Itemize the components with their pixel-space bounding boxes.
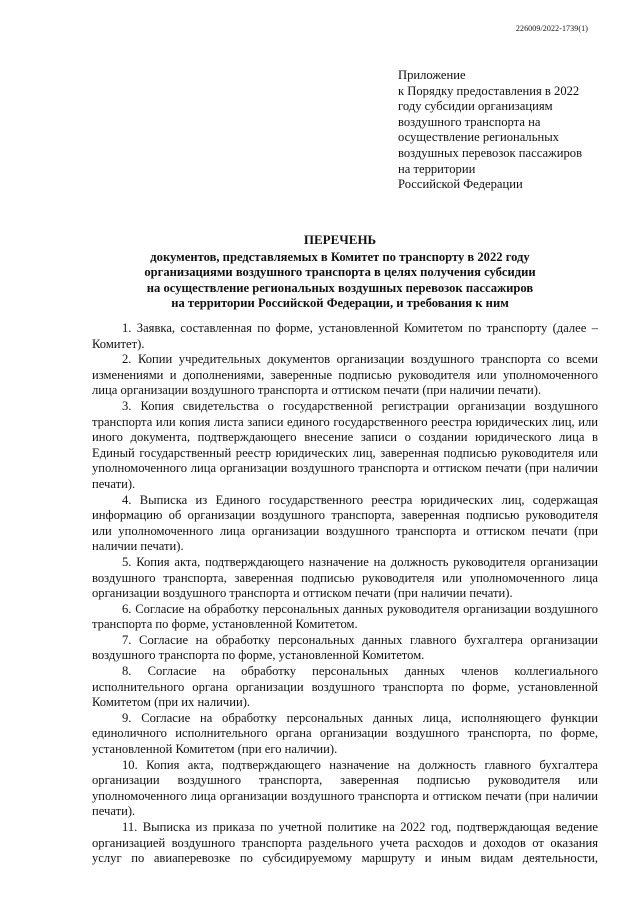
document-body — [92, 321, 598, 867]
list-item-9: 9. Согласие на обработку персональных данных лица, исполняющего функции единоличного исполнительного органа организации воздушного транспорта, по форме, установленной Комитетом (при его наличии). — [92, 710, 598, 757]
list-item-10: 10. Копия акта, подтверждающего назначение на должность главного бухгалтера организации воздушного транспорта, заверенная подписью руководителя или уполномоченного лица организации воздушного транспорта и оттиском печати (при наличии печати). — [92, 757, 598, 819]
appendix-line: к Порядку предоставления в 2022 — [398, 83, 580, 98]
subtitle-line: на территории Российской Федерации, и требования к ним — [171, 296, 509, 311]
document-title-block — [60, 232, 620, 312]
document-id: 226009/2022-1739(1) — [515, 24, 588, 33]
list-item-11: 11. Выписка из приказа по учетной политике на 2022 год, подтверждающая ведение организацией воздушного транспорта раздельного учета расходов и доходов от оказания услуг по авиаперевозке по субсидируемому маршруту и иным видам деятельности, — [92, 820, 598, 866]
list-item-3: 3. Копия свидетельства о государственной регистрации организации воздушного транспорта или копия листа записи единого государственного реестра юридических лиц, или иного документа, подтверждающего внесение записи о создании юридического лица в Единый государственный реестр юридических лиц, заверенная подписью руководителя или уполномоченного лица организации воздушного транспорта и оттиском печати (при наличии печати). — [92, 398, 598, 491]
subtitle-line: документов, представляемых в Комитет по транспорту в 2022 году — [150, 250, 530, 264]
appendix-line: Приложение — [398, 68, 466, 82]
appendix-line: году субсидии организациям — [398, 99, 553, 114]
document-title: ПЕРЕЧЕНЬ — [303, 232, 377, 247]
list-item-2: 2. Копии учредительных документов организации воздушного транспорта со всеми изменениями и дополнениями, заверенные подписью руководителя или уполномоченного лица организации воздушного транспорта и оттиском печати (при наличии печати). — [92, 352, 598, 398]
list-item-7: 7. Согласие на обработку персональных данных главного бухгалтера организации воздушного транспорта по форме, установленной Комитетом. — [92, 632, 598, 663]
document-subtitle — [60, 250, 620, 312]
list-item-6: 6. Согласие на обработку персональных данных руководителя организации воздушного транспорта по форме, установленной Комитетом. — [92, 601, 598, 632]
list-item-1: 1. Заявка, составленная по форме, установленной Комитетом по транспорту (далее – Комитет). — [92, 321, 598, 351]
appendix-line: воздушных перевозок пассажиров — [398, 145, 583, 160]
appendix-line: осуществление региональных — [398, 130, 559, 145]
subtitle-line: организациями воздушного транспорта в целях получения субсидии — [144, 265, 536, 280]
list-item-4: 4. Выписка из Единого государственного реестра юридических лиц, содержащая информацию об организации воздушного транспорта, заверенная подписью руководителя или уполномоченного лица организации воздушного транспорта и оттиском печати (при наличии печати). — [92, 492, 598, 554]
subtitle-line: на осуществление региональных воздушных перевозок пассажиров — [146, 280, 534, 295]
list-item-8: 8. Согласие на обработку персональных данных членов коллегиального исполнительного органа организации воздушного транспорта по форме, установленной Комитетом (при их наличии). — [92, 664, 598, 710]
list-item-5: 5. Копия акта, подтверждающего назначение на должность руководителя организации воздушного транспорта, заверенная подписью руководителя или уполномоченного лица организации воздушного транспорта и оттиском печати (при наличии печати). — [92, 554, 598, 601]
appendix-line: воздушного транспорта на — [398, 114, 541, 129]
appendix-block — [398, 68, 608, 193]
appendix-line: Российской Федерации — [398, 177, 523, 192]
appendix-line: на территории — [398, 161, 476, 176]
